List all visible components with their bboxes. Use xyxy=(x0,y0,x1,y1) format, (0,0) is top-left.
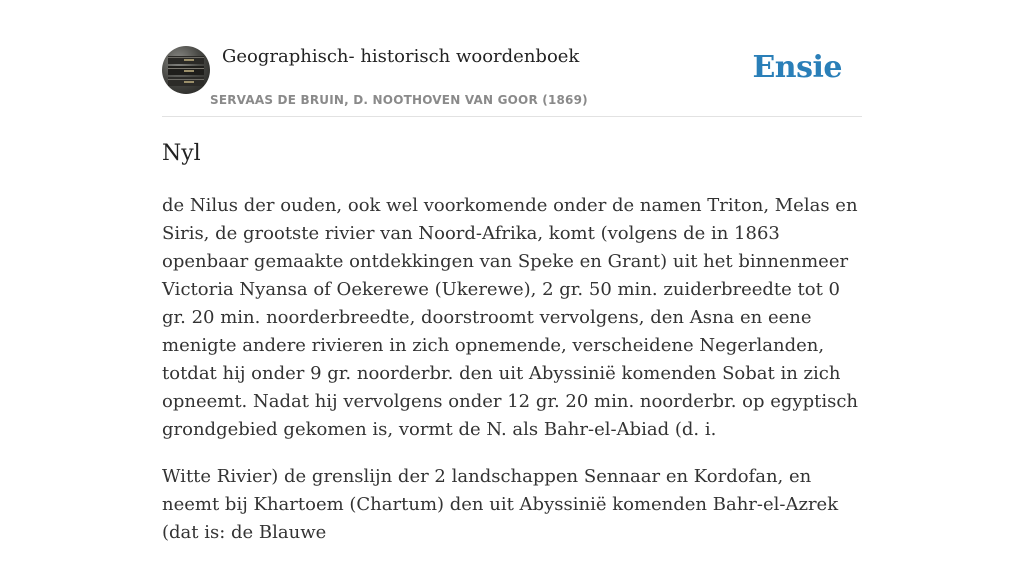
book-header xyxy=(162,0,862,117)
entry-title: Nyl xyxy=(162,141,201,166)
book-authors: SERVAAS DE BRUIN, D. NOOTHOVEN VAN GOOR (1869) xyxy=(210,93,588,107)
page xyxy=(162,0,862,543)
ensie-logo[interactable]: Ensie xyxy=(752,50,842,85)
book-cover-thumbnail[interactable] xyxy=(162,46,210,94)
entry-paragraph: de Nilus der ouden, ook wel voorkomende onder de namen Triton, Melas en Siris, de grootste rivier van Noord-Afrika, komt (volgens de in 1863 openbaar gemaakte ontdekkingen van Speke en Grant) uit het binnenmeer Victoria Nyansa of Oekerewe (Ukerewe), 2 gr. 50 min. zuiderbreedte tot 0 gr. 20 min. noorderbreedte, doorstroomt vervolgens, den Asna en eene menigte andere rivieren in zich opnemende, verscheidene Negerlanden, totdat hij onder 9 gr. noorderbr. den uit Abyssinië komenden Sobat in zich opneemt. Nadat hij vervolgens onder 12 gr. 20 min. noorderbr. op egyptisch grondgebied gekomen is, vormt de N. als Bahr-el-Abiad (d. i. xyxy=(162,195,858,440)
entry-paragraph: Witte Rivier) de grenslijn der 2 landschappen Sennaar en Kordofan, en neemt bij Khartoem (Chartum) den uit Abyssinië komenden Bahr-el-Azrek (dat is: de Blauwe xyxy=(162,466,839,543)
book-title[interactable]: Geographisch- historisch woordenboek xyxy=(222,46,580,67)
entry-body xyxy=(162,192,862,566)
